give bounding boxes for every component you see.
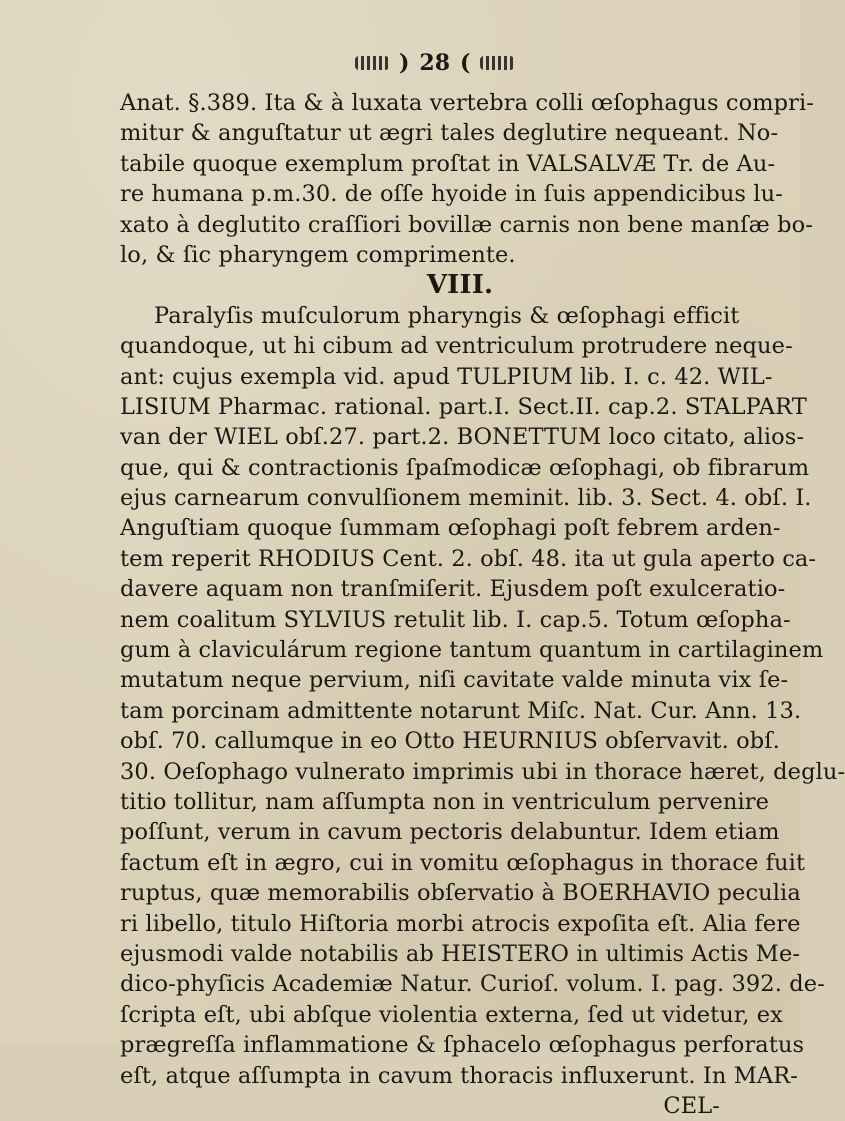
text-line: ruptus, quæ memorabilis obſervatio à BOERHAVIO peculia — [120, 880, 801, 907]
text-line: re humana p.m.30. de oſſe hyoide in ſuis appendicibus lu- — [120, 181, 783, 208]
text-line: mutatum neque pervium, niſi cavitate valde minuta vix ſe- — [120, 667, 789, 694]
text-line: factum eſt in ægro, cui in vomitu œſophagus in thorace fuit — [120, 849, 806, 876]
text-line: davere aquam non tranſmiſerit. Ejusdem poſt exulceratio- — [120, 576, 786, 603]
text-line: lo, & ſic pharyngem comprimente. — [120, 241, 516, 268]
text-line: van der WIEL obſ.27. part.2. BONETTUM loco citato, alios- — [120, 424, 805, 451]
right-ornament-icon — [480, 56, 514, 70]
text-line: obſ. 70. callumque in eo Otto HEURNIUS obſervavit. obſ. — [120, 728, 780, 755]
text-line: ri libello, titulo Hiſtoria morbi atrocis expoſita eſt. Alia fere — [120, 910, 801, 937]
text-line: dico-phyſicis Academiæ Natur. Curioſ. volum. I. pag. 392. de- — [120, 971, 825, 998]
header-paren-right: ( — [460, 50, 471, 76]
body-text — [120, 88, 845, 1121]
text-line: prægreſſa inflammatione & ſphacelo œſophagus perforatus — [120, 1032, 805, 1059]
text-line: Anguſtiam quoque ſummam œſophagi poſt febrem arden- — [120, 515, 781, 542]
text-line: ant: cujus exempla vid. apud TULPIUM lib. I. c. 42. WIL- — [120, 363, 773, 390]
text-line: ejusmodi valde notabilis ab HEISTERO in ultimis Actis Me- — [120, 940, 801, 967]
header-paren-left: ) — [399, 50, 410, 76]
text-line: LISIUM Pharmac. rational. part.I. Sect.II. cap.2. STALPART — [120, 393, 807, 420]
text-line: tabile quoque exemplum proſtat in VALSALVÆ Tr. de Au- — [120, 150, 776, 177]
text-line: ſcripta eſt, ubi abſque violentia externa, ſed ut videtur, ex — [120, 1001, 783, 1028]
text-line: eſt, atque aſſumpta in cavum thoracis influxerunt. In MAR- — [120, 1062, 798, 1089]
text-line: tem reperit RHODIUS Cent. 2. obſ. 48. ita ut gula aperto ca- — [120, 545, 817, 572]
text-line: poſſunt, verum in cavum pectoris delabuntur. Idem etiam — [120, 819, 780, 846]
text-line: quandoque, ut hi cibum ad ventriculum protrudere neque- — [120, 333, 793, 360]
text-line: Paralyſis muſculorum pharyngis & œſophagi efficit — [154, 302, 740, 329]
text-line: ejus carnearum convulſionem meminit. lib. 3. Sect. 4. obſ. I. — [120, 485, 812, 512]
page-number: 28 — [419, 50, 451, 76]
text-line: nem coalitum SYLVIUS retulit lib. I. cap.5. Totum œſopha- — [120, 606, 791, 633]
left-ornament-icon — [355, 56, 389, 70]
text-line: que, qui & contractionis ſpaſmodicæ œſophagi, ob fibrarum — [120, 454, 810, 481]
text-line: titio tollitur, nam aſſumpta non in ventriculum pervenire — [120, 788, 770, 815]
text-line: tam porcinam admittente notarunt Miſc. Nat. Cur. Ann. 13. — [120, 697, 802, 724]
text-line: 30. Oeſophago vulnerato imprimis ubi in thorace hæret, deglu- — [120, 758, 845, 785]
text-line: xato à deglutito craſſiori bovillæ carnis non bene manſæ bo- — [120, 211, 813, 238]
catchword: CEL- — [663, 1092, 720, 1119]
section-heading: VIII. — [426, 270, 494, 301]
text-line: gum à claviculárum regione tantum quantum in cartilaginem — [120, 637, 824, 664]
text-line: Anat. §.389. Ita & à luxata vertebra colli œſophagus compri- — [120, 90, 815, 116]
page-header — [355, 50, 514, 76]
text-line: mitur & anguſtatur ut ægri tales deglutire nequeant. No- — [120, 120, 779, 147]
